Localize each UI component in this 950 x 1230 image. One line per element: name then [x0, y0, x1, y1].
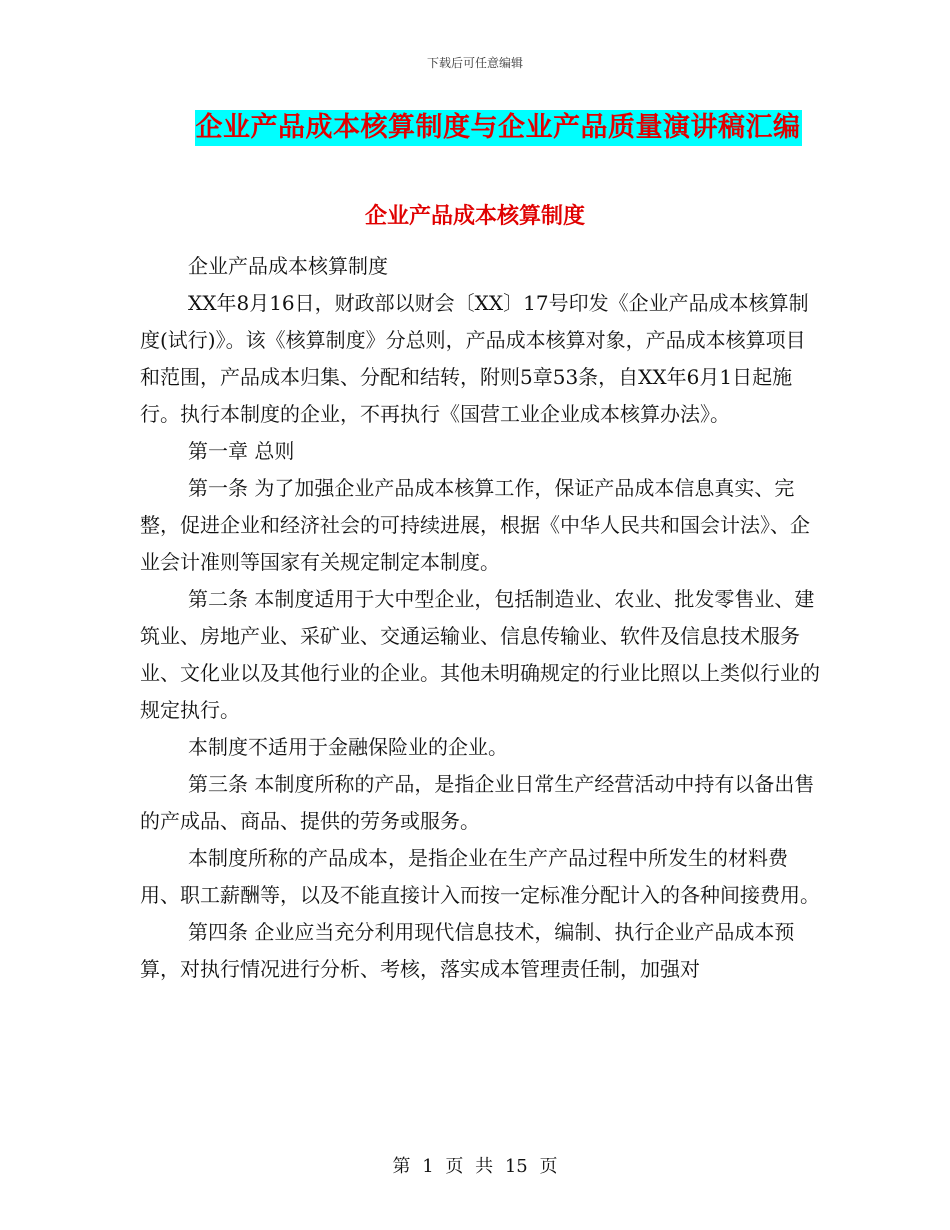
body-paragraph: 第一条 为了加强企业产品成本核算工作，保证产品成本信息真实、完整，促进企业和经济社会的可持续进展，根据《中华人民共和国会计法》、企业会计准则等国家有关规定制定本制度。 [140, 476, 810, 574]
document-body [140, 248, 820, 988]
body-paragraph: 本制度不适用于金融保险业的企业。 [188, 735, 508, 759]
body-paragraph: 企业产品成本核算制度 [188, 254, 388, 278]
chapter-heading: 第一章 总则 [188, 439, 295, 463]
main-title: 企业产品成本核算制度与企业产品质量演讲稿汇编 [195, 110, 802, 146]
body-paragraph: 第四条 企业应当充分利用现代信息技术，编制、执行企业产品成本预算，对执行情况进行分析、考核，落实成本管理责任制，加强对 [140, 920, 795, 981]
header-note: 下载后可任意编辑 [426, 56, 523, 70]
body-paragraph: XX年8月16日，财政部以财会〔XX〕17号印发《企业产品成本核算制度(试行)》。该《核算制度》分总则，产品成本核算对象，产品成本核算项目和范围，产品成本归集、分配和结转，附则5章53条，自XX年6月1日起施行。执行本制度的企业，不再执行《国营工业企业成本核算办法》。 [140, 291, 809, 426]
body-paragraph: 第三条 本制度所称的产品，是指企业日常生产经营活动中持有以备出售的产成品、商品、提供的劳务或服务。 [140, 772, 815, 833]
body-paragraph: 本制度所称的产品成本，是指企业在生产产品过程中所发生的材料费用、职工薪酬等，以及不能直接计入而按一定标准分配计入的各种间接费用。 [140, 846, 820, 907]
section-title: 企业产品成本核算制度 [364, 204, 585, 229]
page-footer: 第 1 页 共 15 页 [392, 1156, 558, 1177]
body-paragraph: 第二条 本制度适用于大中型企业，包括制造业、农业、批发零售业、建筑业、房地产业、采矿业、交通运输业、信息传输业、软件及信息技术服务业、文化业以及其他行业的企业。其他未明确规定的行业比照以上类似行业的规定执行。 [140, 587, 820, 722]
main-title-container [0, 110, 950, 146]
